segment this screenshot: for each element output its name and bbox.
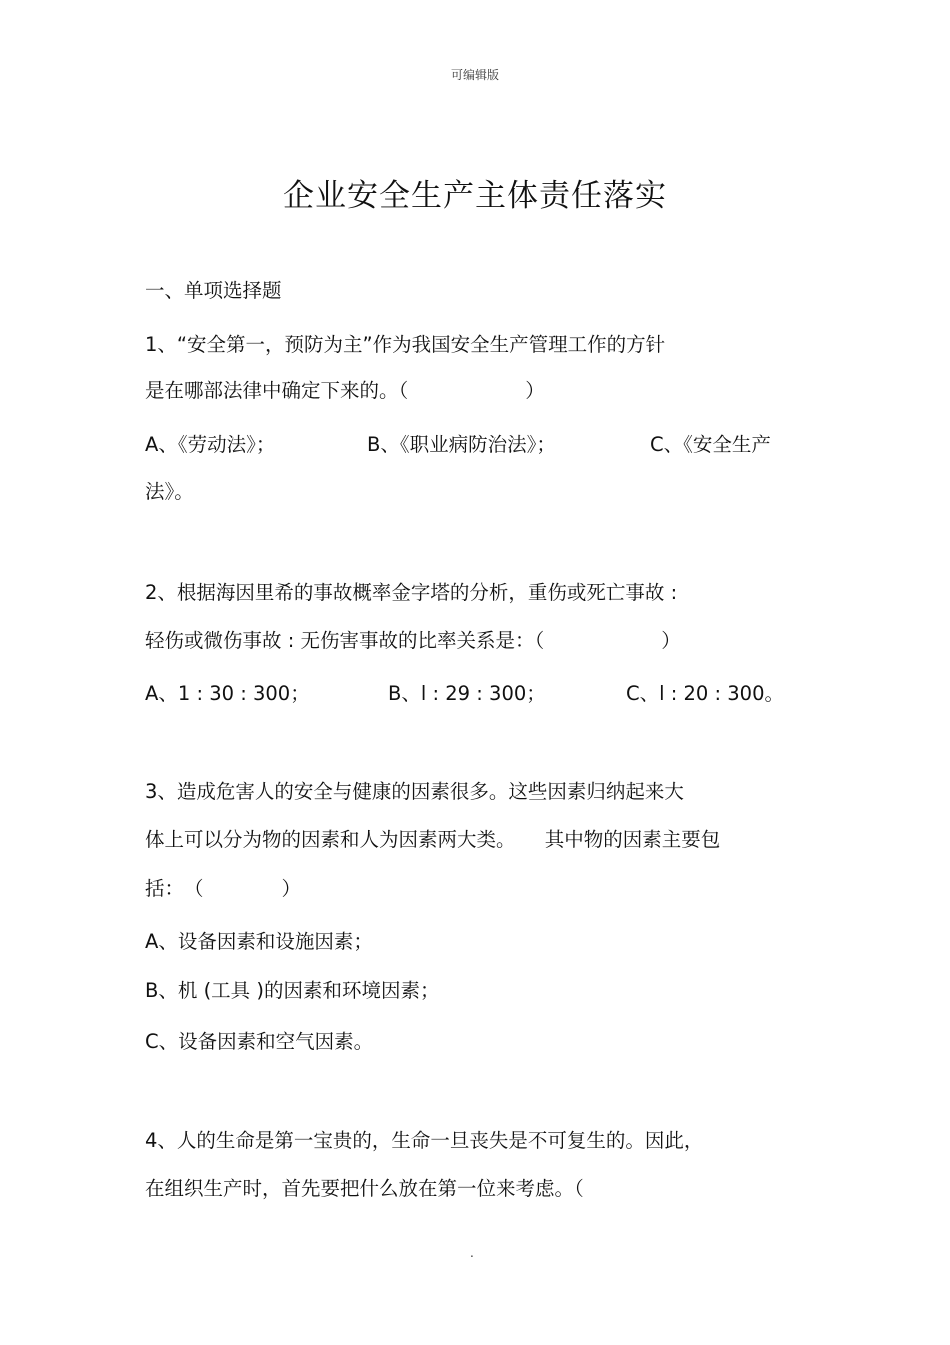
question-2-option-c: C、l : 20 : 300。 bbox=[626, 682, 784, 705]
question-1-option-a: A、《劳动法》； bbox=[145, 433, 276, 456]
question-1-option-c-wrap: 法》。 bbox=[145, 480, 194, 503]
question-2-line-1: 2、根据海因里希的事故概率金字塔的分析，重伤或死亡事故 : bbox=[145, 581, 678, 604]
question-4-line-2: 在组织生产时，首先要把什么放在第一位来考虑。（ bbox=[145, 1177, 584, 1200]
question-1-line-2: 是在哪部法律中确定下来的。（ ） bbox=[145, 379, 545, 402]
header-label: 可编辑版 bbox=[450, 68, 499, 82]
footer-mark: . bbox=[470, 1246, 474, 1260]
question-3-option-b: B、机 (工具 )的因素和环境因素； bbox=[145, 979, 440, 1002]
section-heading: 一、单项选择题 bbox=[145, 279, 282, 302]
question-2-line-2: 轻伤或微伤事故 : 无伤害事故的比率关系是：（ ） bbox=[145, 629, 681, 652]
question-2-option-b: B、l : 29 : 300； bbox=[388, 682, 546, 705]
question-4-line-1: 4、人的生命是第一宝贵的，生命一旦丧失是不可复生的。因此， bbox=[145, 1129, 704, 1152]
question-1-option-c: C、《安全生产 bbox=[650, 433, 771, 456]
question-3-line-1: 3、造成危害人的安全与健康的因素很多。这些因素归纳起来大 bbox=[145, 780, 684, 803]
question-1-option-b: B、《职业病防治法》； bbox=[367, 433, 556, 456]
document-title: 企业安全生产主体责任落实 bbox=[283, 178, 667, 214]
question-1-line-1: 1、“安全第一，预防为主”作为我国安全生产管理工作的方针 bbox=[145, 333, 666, 356]
question-2-option-a: A、1 : 30 : 300； bbox=[145, 682, 310, 705]
question-3-line-2: 体上可以分为物的因素和人为因素两大类。 其中物的因素主要包 bbox=[145, 828, 721, 851]
question-3-option-c: C、设备因素和空气因素。 bbox=[145, 1030, 374, 1053]
question-3-option-a: A、设备因素和设施因素； bbox=[145, 930, 373, 953]
question-3-line-3: 括： （ ） bbox=[145, 877, 302, 900]
